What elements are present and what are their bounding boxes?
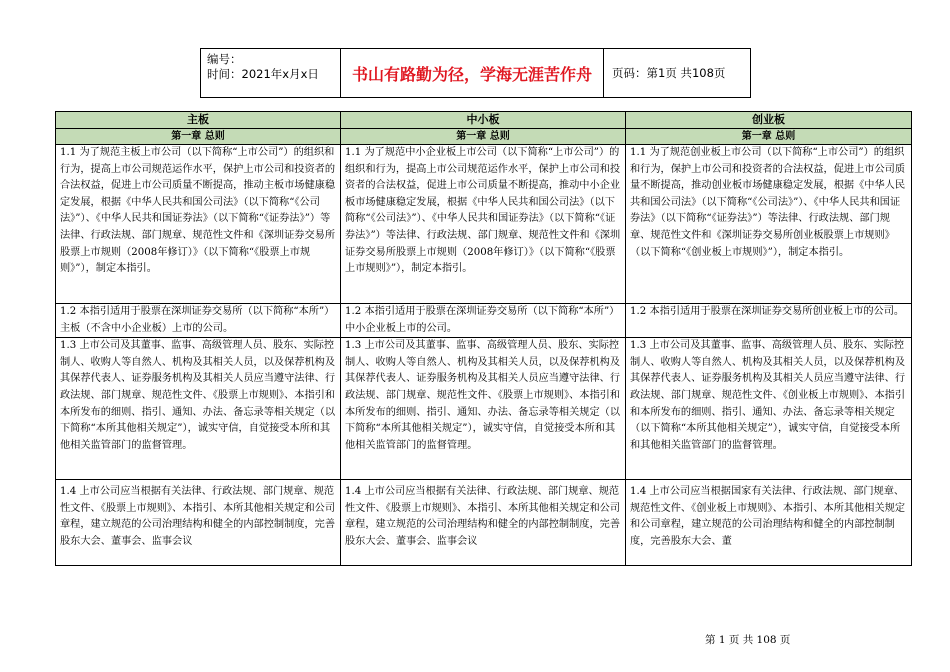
document-time-label: 时间：2021年x月x日	[207, 67, 319, 81]
column-header-chinext-board: 创业板	[626, 112, 912, 129]
chapter-row	[56, 129, 912, 145]
clause-cell-wrapper	[341, 480, 626, 566]
header-page-label: 页码：第1页 共108页	[612, 66, 726, 80]
clause-cell: 1.2 本指引适用于股票在深圳证券交易所创业板上市的公司。	[626, 304, 912, 338]
board-header-row	[56, 112, 912, 129]
header-meta	[201, 49, 341, 97]
clause-cell: 1.2 本指引适用于股票在深圳证券交易所（以下简称“本所”）主板（不含中小企业板）上市的公司。	[56, 304, 341, 338]
table-row	[56, 338, 912, 480]
clause-cell: 1.3 上市公司及其董事、监事、高级管理人员、股东、实际控制人、收购人等自然人、机构及其相关人员，以及保荐机构及其保荐代表人、证券服务机构及其相关人员应当遵守法律、行政法规、部门规章、规范性文件、《股票上市规则》、本指引和本所发布的细则、指引、通知、办法、备忘录等相关规定（以下简称“本所其他相关规定”），诚实守信，自觉接受本所和其他相关监管部门的监督管理。	[341, 338, 626, 480]
chapter-title-main: 第一章 总则	[56, 129, 341, 145]
clause-cell: 1.4 上市公司应当根据国家有关法律、行政法规、部门规章、规范性文件、《创业板上市规则》、本指引、本所其他相关规定和公司章程，建立规范的公司治理结构和健全的内部控制制度，完善股东大会、董	[630, 486, 906, 547]
column-header-sme-board: 中小板	[341, 112, 626, 129]
chapter-title-chinext: 第一章 总则	[626, 129, 912, 145]
clause-cell-wrapper	[56, 480, 341, 566]
clause-cell: 1.1 为了规范主板上市公司（以下简称“上市公司”）的组织和行为，提高上市公司规范运作水平，保护上市公司和投资者的合法权益，促进上市公司质量不断提高，推动主板市场健康稳定发展，根据《中华人民共和国公司法》（以下简称“《公司法》”）、《中华人民共和国证券法》（以下简称“《证券法》”）等法律、行政法规、部门规章、规范性文件和《深圳证券交易所股票上市规则（2008年修订）》（以下简称“《股票上市规则》”），制定本指引。	[56, 145, 341, 304]
clause-cell-wrapper	[626, 480, 912, 566]
document-header	[200, 48, 751, 98]
document-number-label: 编号：	[207, 52, 242, 66]
clause-cell: 1.1 为了规范创业板上市公司（以下简称“上市公司”）的组织和行为，保护上市公司和投资者的合法权益，促进上市公司质量不断提高，推动创业板市场健康稳定发展，根据《中华人民共和国公司法》（以下简称“《公司法》”）、《中华人民共和国证券法》（以下简称“《证券法》”）等法律、行政法规、部门规章、规范性文件和《深圳证券交易所创业板股票上市规则》（以下简称“《创业板上市规则》”），制定本指引。	[626, 145, 912, 304]
chapter-title-sme: 第一章 总则	[341, 129, 626, 145]
clause-cell: 1.1 为了规范中小企业板上市公司（以下简称“上市公司”）的组织和行为，提高上市公司规范运作水平，保护上市公司和投资者的合法权益，促进上市公司质量不断提高，推动中小企业板市场健康稳定发展，根据《中华人民共和国公司法》（以下简称“《公司法》”）、《中华人民共和国证券法》（以下简称“《证券法》”）等法律、行政法规、部门规章、规范性文件和《深圳证券交易所股票上市规则（2008年修订）》（以下简称“《股票上市规则》”），制定本指引。	[341, 145, 626, 304]
table-row	[56, 145, 912, 304]
clause-cell: 1.3 上市公司及其董事、监事、高级管理人员、股东、实际控制人、收购人等自然人、机构及其相关人员，以及保荐机构及其保荐代表人、证券服务机构及其相关人员应当遵守法律、行政法规、部门规章、规范性文件、《股票上市规则》、本指引和本所发布的细则、指引、通知、办法、备忘录等相关规定（以下简称“本所其他相关规定”），诚实守信，自觉接受本所和其他相关监管部门的监督管理。	[56, 338, 341, 480]
column-header-main-board: 主板	[56, 112, 341, 129]
header-motto: 书山有路勤为径，学海无涯苦作舟	[341, 49, 604, 97]
table-row	[56, 304, 912, 338]
clause-cell: 1.3 上市公司及其董事、监事、高级管理人员、股东、实际控制人、收购人等自然人、机构及其相关人员，以及保荐机构及其保荐代表人、证券服务机构及其相关人员应当遵守法律、行政法规、部门规章、规范性文件、《创业板上市规则》、本指引和本所发布的细则、指引、通知、办法、备忘录等相关规定（以下简称“本所其他相关规定”），诚实守信，自觉接受本所和其他相关监管部门的监督管理。	[626, 338, 912, 480]
clause-cell: 1.4 上市公司应当根据有关法律、行政法规、部门规章、规范性文件、《股票上市规则》、本指引、本所其他相关规定和公司章程，建立规范的公司治理结构和健全的内部控制制度，完善股东大会、董事会、监事会议	[60, 486, 336, 547]
table-row	[56, 480, 912, 566]
clause-cell: 1.4 上市公司应当根据有关法律、行政法规、部门规章、规范性文件、《股票上市规则》、本指引、本所其他相关规定和公司章程，建立规范的公司治理结构和健全的内部控制制度，完善股东大会、董事会、监事会议	[345, 486, 621, 547]
comparison-table	[55, 111, 912, 566]
page-footer: 第 1 页 共 108 页	[705, 634, 791, 646]
clause-cell: 1.2 本指引适用于股票在深圳证券交易所（以下简称“本所”）中小企业板上市的公司。	[341, 304, 626, 338]
